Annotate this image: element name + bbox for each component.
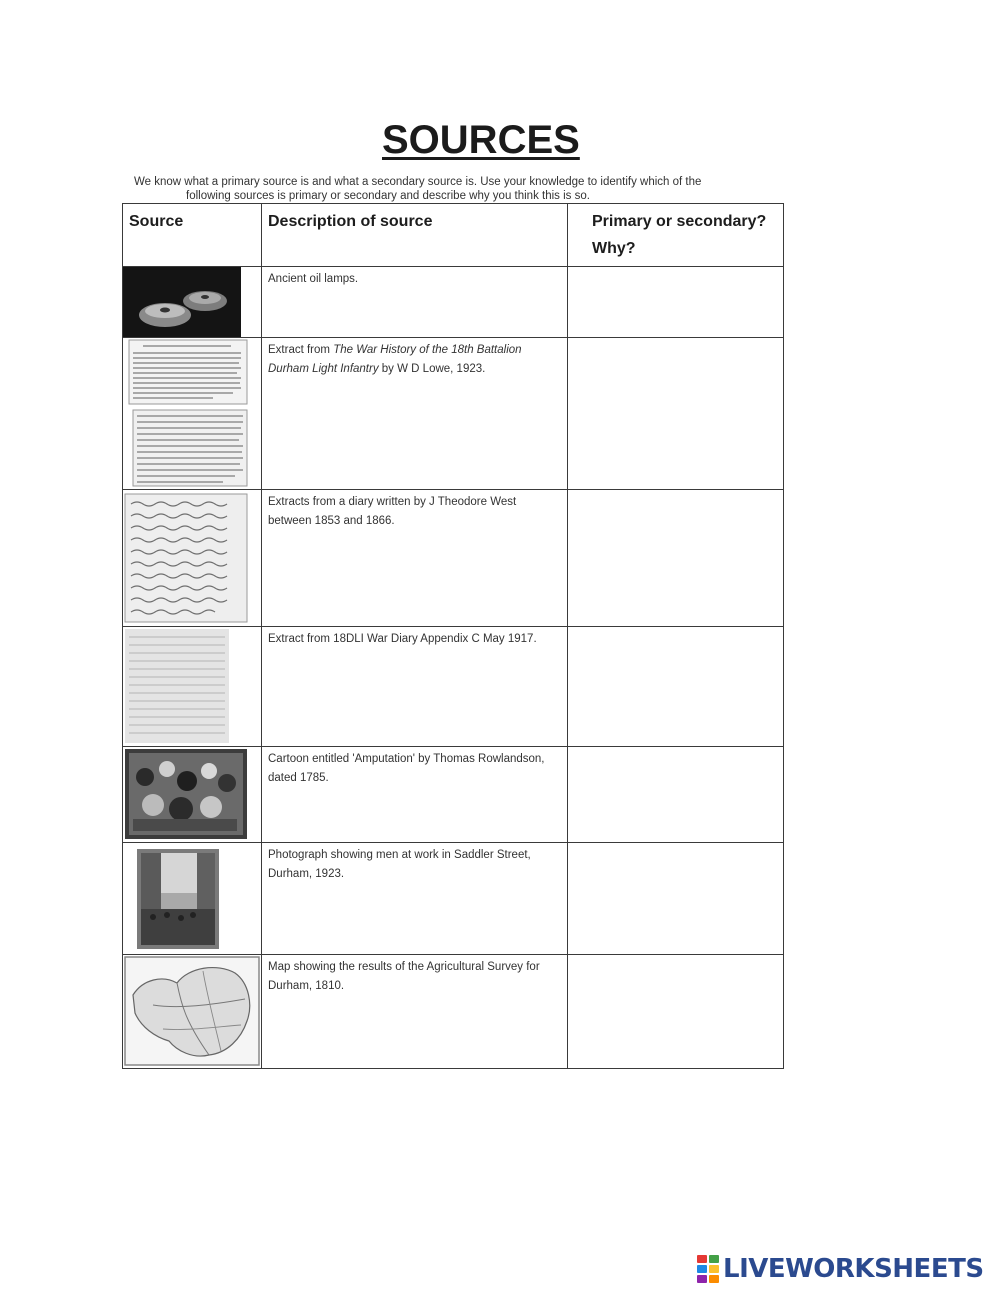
source-image-cell [123, 843, 262, 955]
logo-square [709, 1255, 719, 1263]
oil-lamps-image [123, 267, 241, 337]
source-image-cell [123, 267, 262, 338]
answer-cell[interactable] [568, 338, 784, 490]
table-row [123, 747, 784, 843]
description-cell [262, 627, 568, 747]
answer-cell[interactable] [568, 267, 784, 338]
table-row [123, 338, 784, 490]
logo-square [709, 1275, 719, 1283]
header-primary-line-1: Primary or secondary? [592, 213, 767, 230]
instructions [134, 175, 794, 203]
table-row [123, 627, 784, 747]
table-header-row [123, 204, 784, 267]
source-description: Cartoon entitled 'Amputation' by Thomas Rowlandson, dated 1785. [268, 753, 545, 784]
table-row [123, 843, 784, 955]
source-image-cell [123, 747, 262, 843]
description-prefix: Extract from [268, 344, 334, 356]
war-diary-image [123, 627, 231, 745]
table-row [123, 955, 784, 1069]
sources-table [122, 203, 784, 1069]
logo-square [697, 1255, 707, 1263]
map-image [123, 955, 261, 1067]
description-cell [262, 267, 568, 338]
header-source: Source [123, 204, 262, 267]
source-description: Extract from 18DLI War Diary Appendix C May 1917. [268, 633, 537, 645]
liveworksheets-icon [697, 1255, 719, 1283]
answer-cell[interactable] [568, 747, 784, 843]
header-description: Description of source [262, 204, 568, 267]
header-primary-or-secondary [568, 204, 784, 267]
answer-cell[interactable] [568, 627, 784, 747]
page-title: SOURCES [382, 118, 580, 162]
source-description: Extracts from a diary written by J Theodore West between 1853 and 1866. [268, 496, 517, 527]
source-description: Map showing the results of the Agricultural Survey for Durham, 1810. [268, 961, 540, 992]
logo-square [697, 1265, 707, 1273]
liveworksheets-logo [697, 1254, 984, 1284]
description-cell [262, 490, 568, 627]
cartoon-image [123, 747, 249, 841]
street-photo-image [123, 843, 223, 953]
table-row [123, 267, 784, 338]
description-cell [262, 955, 568, 1069]
source-description: Ancient oil lamps. [268, 273, 359, 285]
source-description [262, 338, 567, 382]
instructions-line-2: following sources is primary or secondary and describe why you think this is so. [186, 190, 590, 202]
source-image-cell [123, 338, 262, 490]
diary-image [123, 490, 249, 624]
source-image-cell [123, 627, 262, 747]
source-description: Photograph showing men at work in Saddler Street, Durham, 1923. [268, 849, 531, 880]
description-cell [262, 338, 568, 490]
logo-square [709, 1265, 719, 1273]
liveworksheets-wordmark: LIVEWORKSHEETS [723, 1254, 984, 1284]
description-suffix: by W D Lowe, 1923. [378, 363, 486, 375]
answer-cell[interactable] [568, 843, 784, 955]
description-cell [262, 747, 568, 843]
logo-square [697, 1275, 707, 1283]
source-image-cell [123, 490, 262, 627]
book-extract-image [123, 338, 249, 488]
source-image-cell [123, 955, 262, 1069]
description-cell [262, 843, 568, 955]
answer-cell[interactable] [568, 490, 784, 627]
book-title: The War History of the 18th Battalion Durham Light Infantry [268, 344, 522, 375]
table-row [123, 490, 784, 627]
instructions-line-1: We know what a primary source is and what a secondary source is. Use your knowledge to identify which of the [134, 176, 702, 188]
answer-cell[interactable] [568, 955, 784, 1069]
header-primary-line-2: Why? [592, 240, 636, 257]
